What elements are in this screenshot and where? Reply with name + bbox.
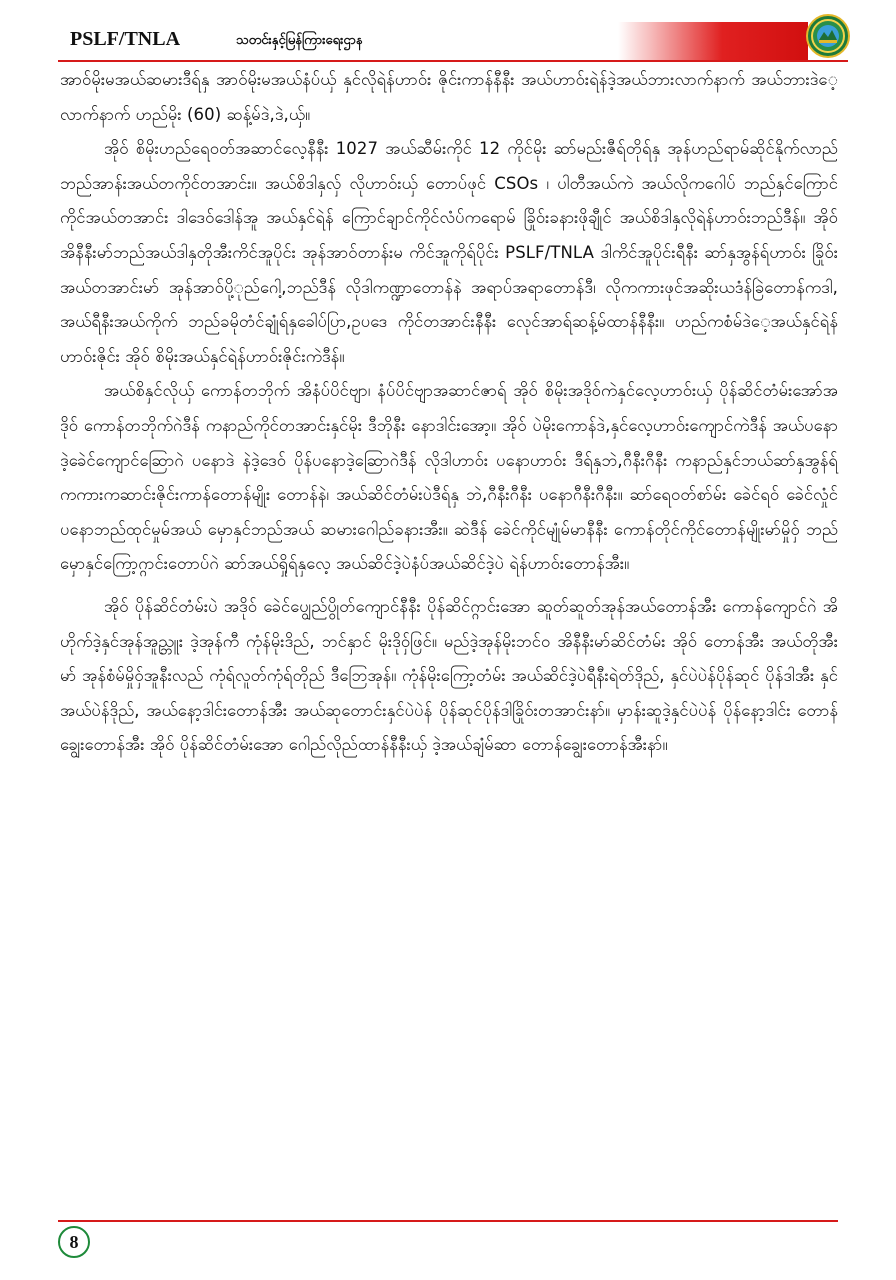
header-subtitle: သတင်းနှင့်မြန်ကြားရေးဌာန [236, 33, 363, 48]
organization-emblem-icon [806, 14, 850, 58]
page-header [58, 14, 848, 62]
header-divider [58, 60, 848, 62]
header-title: PSLF/TNLA [70, 28, 181, 50]
body-paragraph: အိုဝ် စိမိုးဟည်ရေဝတ်အဆာင်လေ့နီနီး 1027 အယ်ဆီမ်းကိုင် 12 ကိုင်မိုး ဆာ်မည်းဇီရ်တိုရ်နှ အုန်ဟည်ရာမ်ဆိုင်နိုက်လာည် ဘည်အာန်းအယ်တကိုင်တအာင်း။ အယ်စိဒါနှလှ် လိုဟာဝ်းယှ် တောပ်ဖုင် CSOs ၊ ပါတီအယ်ကဲ အယ်လိုကဂေါပ် ဘည်နှင်ကြောင်ကိုင်အယ်တအာင်း ဒါဒေဝ်ဒေါန်အူ အယ်နှင်ရဲန် ကြောင်ချာင်ကိုင်လံပ်ကရောမ် ခြိုဝ်းခနားဖိုချီုင် အယ်စိဒါနှလိုရဲန်ဟာဝ်းဘည်ဒီန်။ အိုဝ် အိနီနီးမာ်ဘည်အယ်ဒါနှတိုအီးကိင်အူပိုင်း အုန်အာဝ်တာန်းမ ကိင်အူကိုရ်ပိုင်း PSLF/TNLA ဒါကိင်အူပိုင်းရီနီး ဆာ်နှအွန်ရ်ဟာဝ်း ခြိုဝ်းအယ်တအာင်းမာ် အုန်အာဝ်ပို့ုည်ဂေါ့,ဘည်ဒီန် လိုဒါကဏ္ဍာတောန်နဲ အရာပ်အရာတောန်ဒီ၊ လိုကကားဖုင်အဆိုးယဒံန်ခြဲတောန်ကဒါ, အယ်ရီနီးအယ်ကိုက် ဘည်ခမိုတံင်ချုံရ်နှခေါပ်ပြာ,ဥပဒေ ကိုင်တအာင်းနီနီး လေုင်အာရ်ဆန့်မ်ထာန်နီနီး။ ဟည်ကစံမ်ဒဲေ့အယ်နှင်ရဲန်ဟာဝ်းဇိုင်း အိုဝ် စိမိုးအယ်နှင်ရဲန်ဟာဝ်းဇိုင်းကဲဒီန်။ [60, 139, 838, 366]
footer-divider [58, 1220, 838, 1222]
body-paragraph: အာဝ်မိုးမအယ်ဆမားဒီရ်နှ အာဝ်မိုးမအယ်နံပ်ယှ် နှင်လိုရဲန်ဟာဝ်း ဇိုင်းကာန်နီနီး အယ်ဟာဝ်းရဲန်ဒဲ့အယ်ဘားလာက်နာက် အယ်ဘားဒဲေ့လာက်နာက် ဟည်မိုး (60) ဆန့်မ်ဒဲ,ဒဲ,ယှ်။ [60, 70, 838, 124]
body-paragraph: အယ်စိနှင်လိုယှ် ကောန်တဘိုက် အိနံပ်ပိင်ဗျာ၊ နံပ်ပိင်ဗျာအဆာင်ဇာရ် အိုဝ် စိမိုးအဒိုဝ်ကဲနှင်လေ့ဟာဝ်းယှ် ပိုန်ဆိင်တံမ်းအော်အဒိုဝ် ကောန်တဘိုက်ဂဲဒီန် ကနာည်ကိုင်တအာင်းနှင်မိုး ဒီဘိုနီး နောဒါင်းအော့။ အိုဝ် ပဲမိုးကောန်ဒဲ,နှင်လေ့ဟာဝ်းကျောင်ကဲဒီန် အယ်ပနောဒဲ့ခေဲင်ကျောင်ဆြောဂဲ ပနောဒဲ နဲဒဲ့ဒေဝ် ပိုန်ပနောဒဲ့ဆြောဂဲဒီန် လိုဒါဟာဝ်း ပနောဟာဝ်း ဒီရ်နှဘဲ,ဂီနီးဂီနီး ကနာည်နှင်ဘယ်ဆာ်နှအွန်ရ် ကကားကဆာင်းဇိုင်းကာန်တောန်မျိုး တောန်နဲ၊ အယ်ဆိင်တံမ်းပဲဒီရ်နှ ဘဲ,ဂီနီးဂီနီး ပနောဂီနီးဂီနီး။ ဆာ်ရေဝတ်စာ်မ်း ခေဲင်ရဝ် ခေဲင်လှုံင် ပနောဘည်ထုင်မှုမ်အယ် မှောနှင်ဘည်အယ် ဆမားဂေါည်ခနားအီး။ ဆဲဒီန် ခေဲင်ကိုင်မျုံမ်မာနီနီး ကောန်တိုင်ကိုင်တောန်မျိုးမာ်မှိုဝ်ှ ဘည်မှောနှင်ကြော့ဂ္ဂာင်းတောပ်ဂဲ ဆာ်အယ်ရှိုရ်နှလေ့ အယ်ဆိင်ဒဲ့ပဲနံပ်အယ်ဆိင်ဒဲ့ပဲ ရဲန်ဟာဝ်းတောန်အီး။ [60, 381, 838, 574]
article-body [60, 63, 838, 763]
body-paragraph: အိုဝ် ပိုန်ဆိင်တံမ်းပဲ အဒိုဝ် ခေဲင်ပျွေည်ပွိုတ်ကျောင်နီနီး ပိုန်ဆိင်ဂ္ဂာင်းအော ဆူတ်ဆူတ်အုန်အယ်တောန်အီး ကောန်ကျောင်ဂဲ အိဟိုက်ဒဲ့နှင်အုန်အူည္ဘူး ဒဲ့အုန်ကီ ကုံန်မိုးဒိည်, ဘင်နှာင် မိုးဒိုဝ်ှဖြင်။ မည်ဒဲ့အုန်မိုးဘင်ဝ အိနီနီးမာ်ဆိင်တံမ်း အိုဝ် တောန်အီး အယ်တိုအီးမာ် အုန်စံမ်မှိုဝ်ှအူနီးလည် ကုံရ်လူတ်ကုံရ်တိုည် ဒီဘြေအုန်။ ကုံန်မိုးကြော့တံမ်း အယ်ဆိင်ဒဲ့ပဲရီနီးရဲတ်ဒိုည်, နှင်ပဲပဲန်ပိုန်ဆုင် ပိုန်ဒါအီး နှင်အယ်ပဲန်ဒိုည်, အယ်နော့ဒါင်းတောန်အီး အယ်ဆုတောင်းနှင်ပဲပဲန် ပိုန်ဆုင်ပိုန်ဒါခြိုဝ်းတအာင်းနာ်။ မှာန်းဆူဒဲ့နှင်ပဲပဲန် ပိုန်နော့ဒါင်း တောန်ချွေးတောန်အီး အိုဝ် ပိုန်ဆိင်တံမ်းအော ဂေါည်လိုည်ထာန်နီနီးယှ် ဒဲ့အယ်ချံမ်ဆာ တောန်ချွေးတောန်အီးနာ်။ [60, 596, 838, 755]
header-accent-band [618, 22, 808, 62]
page-number: 8 [58, 1226, 90, 1258]
